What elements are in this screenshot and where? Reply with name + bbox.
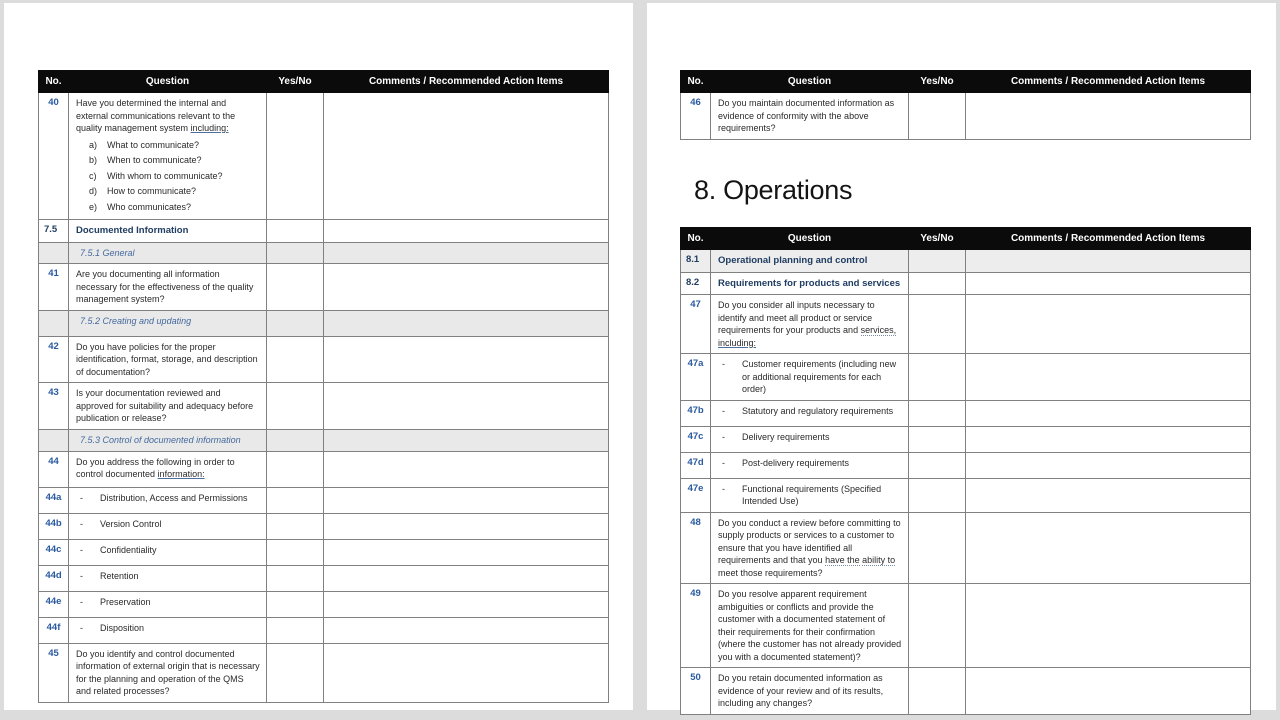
section-title: Documented Information — [76, 225, 189, 236]
question-cell — [711, 584, 909, 668]
question-text-segment: have the — [825, 555, 860, 565]
bullet-text: Functional requirements (Specified Intended Use) — [742, 483, 882, 506]
column-header-yesno: Yes/No — [909, 228, 966, 250]
question-text-segment: Do you have policies for the proper identification, format, storage, and description of documentation? — [76, 341, 258, 377]
yes-no-answer-cell[interactable] — [909, 512, 966, 584]
comments-answer-cell[interactable] — [966, 295, 1251, 354]
yes-no-answer-cell[interactable] — [267, 383, 324, 430]
comments-answer-cell[interactable] — [324, 220, 609, 243]
question-cell — [711, 272, 909, 295]
question-text-segment: Do you retain documented information as evidence of your review and of its results, including any changes? — [718, 673, 884, 708]
sub-item-marker: a) — [89, 139, 98, 150]
yes-no-answer-cell[interactable] — [267, 539, 324, 565]
yes-no-answer-cell[interactable] — [267, 451, 324, 487]
question-text-segment: information: — [157, 469, 205, 479]
row-number-cell: 43 — [39, 383, 69, 430]
sub-item-marker: e) — [89, 201, 98, 212]
comments-answer-cell[interactable] — [324, 264, 609, 311]
yes-no-answer-cell[interactable] — [267, 591, 324, 617]
sub-item-text: When to communicate? — [107, 155, 202, 165]
row-number-cell: 47c — [681, 426, 711, 452]
q-row — [681, 512, 1251, 584]
column-header-comments: Comments / Recommended Action Items — [966, 71, 1251, 93]
dash-marker: - — [80, 544, 83, 555]
header-row — [681, 71, 1251, 93]
row-number-cell — [39, 429, 69, 451]
row-number-cell: 44b — [39, 513, 69, 539]
yes-no-answer-cell[interactable] — [909, 400, 966, 426]
question-cell — [711, 354, 909, 401]
yes-no-answer-cell[interactable] — [909, 452, 966, 478]
question-text-segment: Do you conduct a review before committing to supply products or services to a customer to ensure that you have identified all requirements and that you — [718, 517, 901, 565]
comments-answer-cell[interactable] — [966, 584, 1251, 668]
row-number-cell: 49 — [681, 584, 711, 668]
column-header-no: No. — [681, 71, 711, 93]
bullet-row — [39, 565, 609, 591]
row-number-cell: 41 — [39, 264, 69, 311]
section-title: 7.5.2 Creating and updating — [80, 315, 192, 326]
question-text-segment: Do you identify and control documented information of external origin that is necessary for the planning and operation of the QMS and related processes? — [76, 648, 260, 696]
question-text-segment: meet those requirements? — [718, 567, 823, 578]
question-text-segment: Is your documentation reviewed and approved for suitability and adequacy before publication or release? — [76, 388, 254, 423]
sub-item-text: Who communicates? — [107, 201, 192, 212]
question-cell — [711, 512, 909, 584]
yes-no-answer-cell[interactable] — [267, 220, 324, 243]
comments-answer-cell[interactable] — [324, 617, 609, 643]
subsection-row — [39, 242, 609, 264]
question-cell — [69, 451, 267, 487]
yes-no-answer-cell[interactable] — [267, 617, 324, 643]
comments-answer-cell[interactable] — [966, 354, 1251, 401]
row-number-cell: 44c — [39, 539, 69, 565]
column-header-question: Question — [711, 228, 909, 250]
sub-item-marker: b) — [89, 155, 98, 165]
document-page-right — [647, 3, 1276, 710]
column-header-yesno: Yes/No — [909, 71, 966, 93]
question-cell — [69, 643, 267, 702]
row-number-cell: 44f — [39, 617, 69, 643]
bullet-text: Preservation — [100, 596, 151, 607]
bullet-row — [39, 591, 609, 617]
operations-table-mount — [680, 227, 1251, 715]
bullet-row — [39, 513, 609, 539]
comments-answer-cell[interactable] — [324, 429, 609, 451]
row-number-cell: 8.1 — [681, 250, 711, 273]
dash-marker: - — [722, 483, 725, 494]
comments-answer-cell[interactable] — [966, 478, 1251, 512]
comments-answer-cell[interactable] — [324, 383, 609, 430]
bullet-row — [681, 354, 1251, 401]
yes-no-answer-cell[interactable] — [909, 354, 966, 401]
row-number-cell: 45 — [39, 643, 69, 702]
question-cell — [711, 426, 909, 452]
question-cell — [711, 452, 909, 478]
row-number-cell: 46 — [681, 93, 711, 140]
bullet-text: Disposition — [100, 622, 145, 633]
comments-answer-cell[interactable] — [324, 487, 609, 513]
sub-item — [89, 201, 260, 214]
yes-no-answer-cell[interactable] — [909, 272, 966, 295]
row-number-cell: 47a — [681, 354, 711, 401]
comments-answer-cell[interactable] — [966, 426, 1251, 452]
subsection-row — [39, 429, 609, 451]
yes-no-answer-cell[interactable] — [909, 668, 966, 715]
question-text-segment: services, — [860, 325, 897, 335]
comments-answer-cell[interactable] — [324, 565, 609, 591]
bullet-row — [681, 400, 1251, 426]
section-title: 7.5.1 General — [80, 247, 135, 258]
row-number-cell: 42 — [39, 336, 69, 383]
question-cell — [69, 383, 267, 430]
row-number-cell: 40 — [39, 93, 69, 220]
header-row — [681, 228, 1251, 250]
yes-no-answer-cell[interactable] — [267, 565, 324, 591]
q-row — [39, 643, 609, 702]
question-cell — [711, 93, 909, 140]
dash-marker: - — [722, 405, 725, 416]
comments-answer-cell[interactable] — [966, 512, 1251, 584]
question-text-segment: including: — [190, 123, 229, 133]
question-cell — [69, 242, 267, 264]
yes-no-answer-cell[interactable] — [909, 478, 966, 512]
q-row — [39, 383, 609, 430]
row-number-cell: 44d — [39, 565, 69, 591]
comments-answer-cell[interactable] — [324, 591, 609, 617]
comments-answer-cell[interactable] — [324, 310, 609, 336]
bullet-text: Distribution, Access and Permissions — [100, 492, 248, 503]
row-number-cell: 47b — [681, 400, 711, 426]
bullet-row — [681, 478, 1251, 512]
question-text-segment: Do you maintain documented information as evidence of conformity with the above requirements? — [718, 98, 895, 133]
column-header-question: Question — [711, 71, 909, 93]
section-title: 7.5.3 Control of documented information — [80, 434, 241, 445]
question-text-segment: Have you determined the internal and external communications relevant to the quality management system — [76, 98, 236, 133]
comments-answer-cell[interactable] — [966, 93, 1251, 140]
q-row — [39, 336, 609, 383]
row-number-cell: 8.2 — [681, 272, 711, 295]
question-cell — [69, 336, 267, 383]
sub-item-text: How to communicate? — [107, 186, 197, 196]
section-row — [681, 272, 1251, 295]
yes-no-answer-cell[interactable] — [909, 426, 966, 452]
question-cell — [69, 617, 267, 643]
sub-item-marker: d) — [89, 186, 98, 196]
bullet-text: Post-delivery requirements — [742, 457, 850, 468]
column-header-comments: Comments / Recommended Action Items — [966, 228, 1251, 250]
bullet-text: Delivery requirements — [742, 431, 830, 442]
column-header-yesno: Yes/No — [267, 71, 324, 93]
question-text-segment: Are you documenting all information necessary for the effectiveness of the quality management system? — [76, 269, 254, 304]
q-row — [39, 93, 609, 220]
bullet-text: Confidentiality — [100, 544, 157, 555]
comments-answer-cell[interactable] — [324, 451, 609, 487]
dash-marker: - — [80, 492, 83, 503]
row-number-cell — [39, 242, 69, 264]
checklist-table-right-top — [680, 70, 1251, 140]
row-number-cell: 44e — [39, 591, 69, 617]
question-cell — [69, 264, 267, 311]
question-text-segment: including: — [718, 337, 757, 348]
header-row — [39, 71, 609, 93]
document-page-left — [4, 3, 633, 710]
sub-items-list — [76, 139, 260, 214]
bullet-row — [681, 426, 1251, 452]
bullet-row — [39, 487, 609, 513]
bullet-row — [39, 617, 609, 643]
yes-no-answer-cell[interactable] — [267, 264, 324, 311]
question-cell — [69, 591, 267, 617]
column-header-comments: Comments / Recommended Action Items — [324, 71, 609, 93]
yes-no-answer-cell[interactable] — [909, 584, 966, 668]
dash-marker: - — [80, 570, 83, 581]
bullet-text: Statutory and regulatory requirements — [742, 405, 894, 416]
q-row — [681, 584, 1251, 668]
dash-marker: - — [80, 596, 83, 607]
comments-answer-cell[interactable] — [324, 242, 609, 264]
section-title: Requirements for products and services — [718, 277, 901, 289]
q-row — [681, 668, 1251, 715]
left-table-mount — [38, 70, 609, 703]
yes-no-answer-cell[interactable] — [909, 250, 966, 273]
subsection-row — [39, 310, 609, 336]
sub-item-text: With whom to communicate? — [107, 170, 223, 181]
checklist-table-operations — [680, 227, 1251, 715]
comments-answer-cell[interactable] — [966, 250, 1251, 273]
question-cell — [711, 295, 909, 354]
q-row — [39, 264, 609, 311]
sub-item-text: What to communicate? — [107, 139, 200, 150]
question-cell — [711, 478, 909, 512]
yes-no-answer-cell[interactable] — [909, 295, 966, 354]
bullet-text: Version Control — [100, 518, 162, 529]
comments-answer-cell[interactable] — [324, 336, 609, 383]
column-header-no: No. — [681, 228, 711, 250]
question-cell — [69, 539, 267, 565]
comments-answer-cell[interactable] — [966, 272, 1251, 295]
column-header-question: Question — [69, 71, 267, 93]
comments-answer-cell[interactable] — [966, 400, 1251, 426]
yes-no-answer-cell[interactable] — [267, 429, 324, 451]
bullet-row — [681, 452, 1251, 478]
yes-no-answer-cell[interactable] — [267, 242, 324, 264]
row-number-cell: 50 — [681, 668, 711, 715]
sub-item — [89, 170, 260, 183]
comments-answer-cell[interactable] — [324, 643, 609, 702]
question-cell — [69, 220, 267, 243]
row-number-cell: 7.5 — [39, 220, 69, 243]
row-number-cell — [39, 310, 69, 336]
sub-item — [89, 185, 260, 198]
q-row — [681, 93, 1251, 140]
comments-answer-cell[interactable] — [324, 93, 609, 220]
question-cell — [69, 429, 267, 451]
question-cell — [711, 668, 909, 715]
dash-marker: - — [80, 622, 83, 633]
row-number-cell: 44 — [39, 451, 69, 487]
question-cell — [69, 513, 267, 539]
yes-no-answer-cell[interactable] — [267, 93, 324, 220]
row-number-cell: 44a — [39, 487, 69, 513]
section-title: Operational planning and control — [718, 255, 868, 266]
column-header-no: No. — [39, 71, 69, 93]
question-text-segment: Do you address the following in order to control documented — [76, 456, 235, 479]
right-top-table-mount — [680, 70, 1251, 140]
section-row — [681, 250, 1251, 273]
q-row — [681, 295, 1251, 354]
sub-item-marker: c) — [89, 170, 97, 181]
yes-no-answer-cell[interactable] — [267, 513, 324, 539]
bullet-text: Customer requirements (including new or additional requirements for each order) — [742, 359, 897, 394]
bullet-text: Retention — [100, 570, 139, 581]
comments-answer-cell[interactable] — [966, 668, 1251, 715]
operations-section-heading: 8. Operations — [694, 175, 853, 205]
sub-item — [89, 139, 260, 152]
dash-marker: - — [80, 518, 83, 529]
question-cell — [69, 565, 267, 591]
q-row — [39, 451, 609, 487]
comments-answer-cell[interactable] — [966, 452, 1251, 478]
sub-item — [89, 154, 260, 167]
row-number-cell: 48 — [681, 512, 711, 584]
yes-no-answer-cell[interactable] — [267, 336, 324, 383]
comments-answer-cell[interactable] — [324, 513, 609, 539]
question-text-segment: ability to — [862, 555, 896, 565]
question-cell — [711, 250, 909, 273]
question-cell — [711, 400, 909, 426]
dash-marker: - — [722, 457, 725, 468]
question-text-segment: Do you consider all inputs necessary to identify and meet all product or service requirements for your products and — [718, 300, 875, 335]
yes-no-answer-cell[interactable] — [267, 643, 324, 702]
yes-no-answer-cell[interactable] — [909, 93, 966, 140]
question-text-segment: Do you resolve apparent requirement ambiguities or conflicts and provide the customer with a documented statement of their requirements for their confirmation (where the customer has not already provided you with a documented statement)? — [718, 589, 902, 662]
question-cell — [69, 310, 267, 336]
row-number-cell: 47d — [681, 452, 711, 478]
checklist-table-left — [38, 70, 609, 703]
dash-marker: - — [722, 431, 725, 442]
dash-marker: - — [722, 359, 725, 369]
yes-no-answer-cell[interactable] — [267, 487, 324, 513]
comments-answer-cell[interactable] — [324, 539, 609, 565]
bullet-row — [39, 539, 609, 565]
row-number-cell: 47e — [681, 478, 711, 512]
section-row — [39, 220, 609, 243]
row-number-cell: 47 — [681, 295, 711, 354]
yes-no-answer-cell[interactable] — [267, 310, 324, 336]
question-cell — [69, 487, 267, 513]
question-cell — [69, 93, 267, 220]
